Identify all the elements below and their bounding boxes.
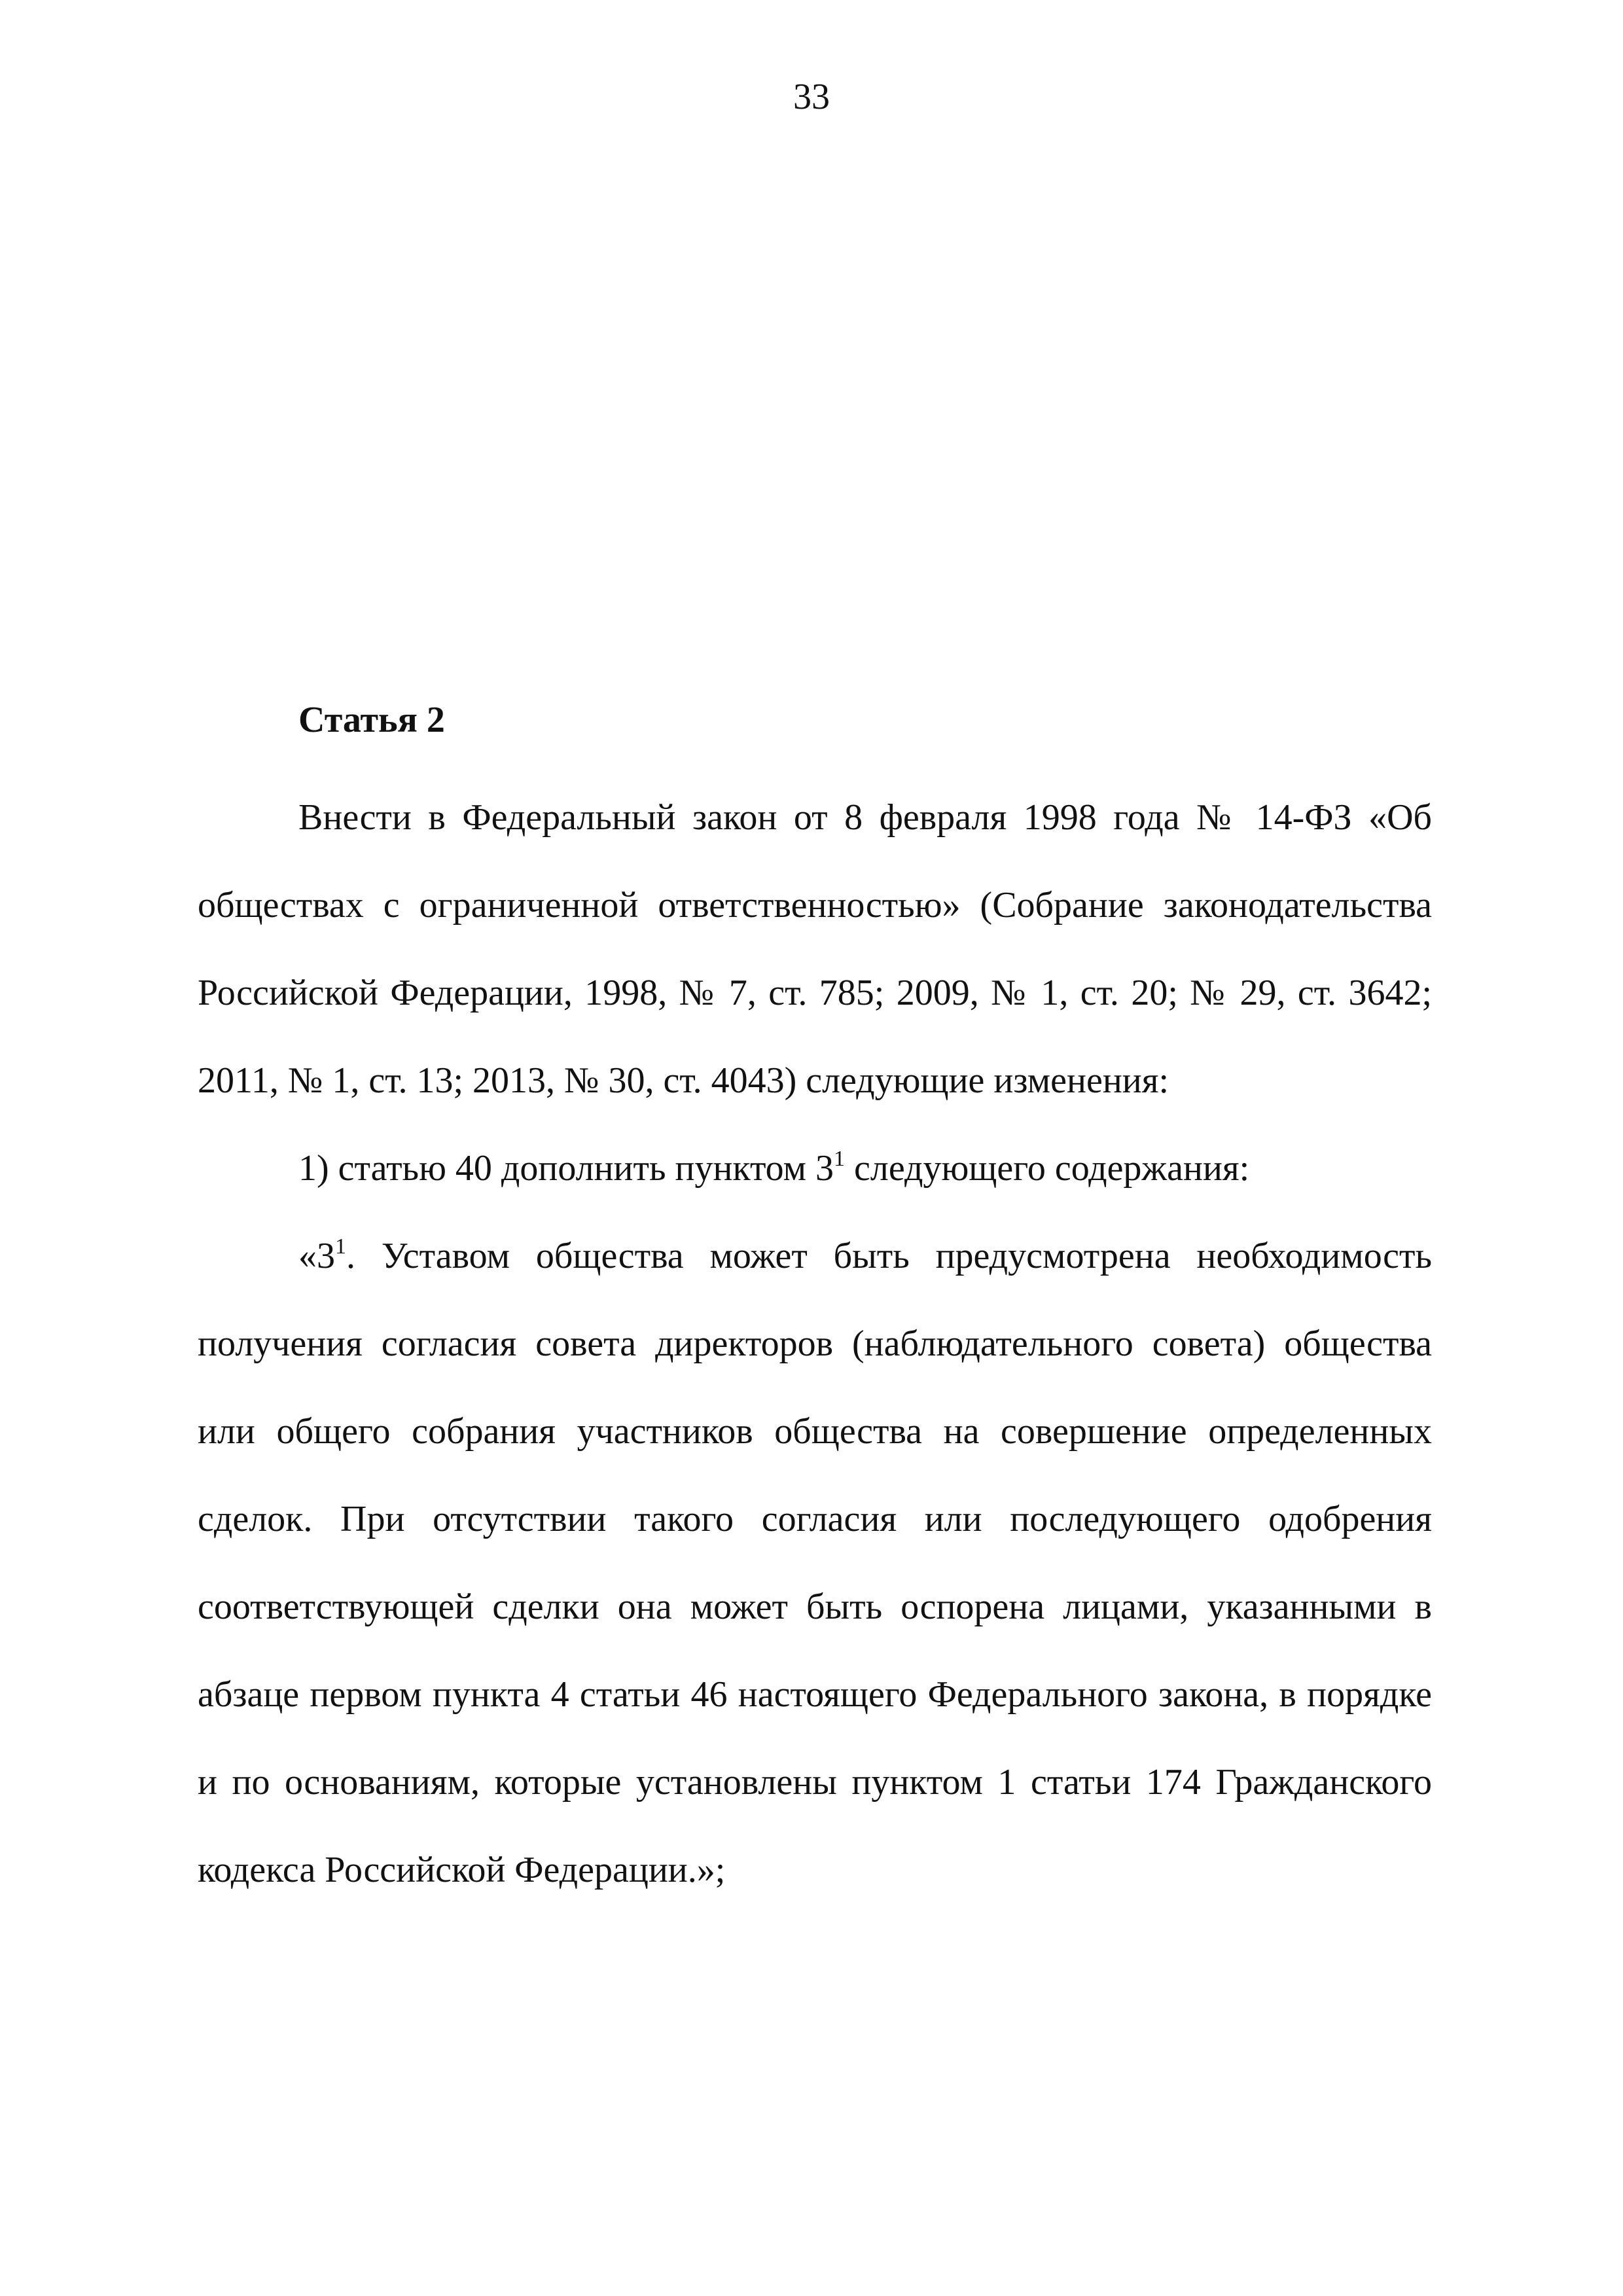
superscript: 1 (335, 1234, 346, 1259)
quoted-paragraph-number: «3 (298, 1236, 335, 1276)
page-number: 33 (793, 77, 830, 117)
superscript: 1 (834, 1147, 846, 1171)
amendment-item-1-text-end: следующего содержания: (845, 1148, 1250, 1189)
quoted-amendment-paragraph (198, 1212, 1432, 1914)
amendment-item-1-text: 1) статью 40 дополнить пунктом 3 (298, 1148, 834, 1189)
quoted-paragraph-text: . Уставом общества может быть предусмотрена необходимость получения согласия совета директоров (наблюдательного совета) общества или общего собрания участников общества на совершение определенных сделок. При отсутствии такого согласия или последующего одобрения соответствующей сделки она может быть оспорена лицами, указанными в абзаце первом пункта 4 статьи 46 настоящего Федерального закона, в порядке и по основаниям, которые установлены пунктом 1 статьи 174 Гражданского кодекса Российской Федерации.»; (198, 1236, 1432, 1890)
document-body (198, 694, 1432, 1914)
amendment-item-1 (198, 1124, 1432, 1212)
article-heading: Статья 2 (298, 700, 445, 740)
article-intro-paragraph: Внести в Федеральный закон от 8 февраля 1998 года № 14-ФЗ «Об обществах с ограниченной ответственностью» (Собрание законодательства Российской Федерации, 1998, № 7, ст. 785; 2009, № 1, ст. 20; № 29, ст. 3642; 2011, № 1, ст. 13; 2013, № 30, ст. 4043) следующие изменения: (198, 797, 1432, 1101)
